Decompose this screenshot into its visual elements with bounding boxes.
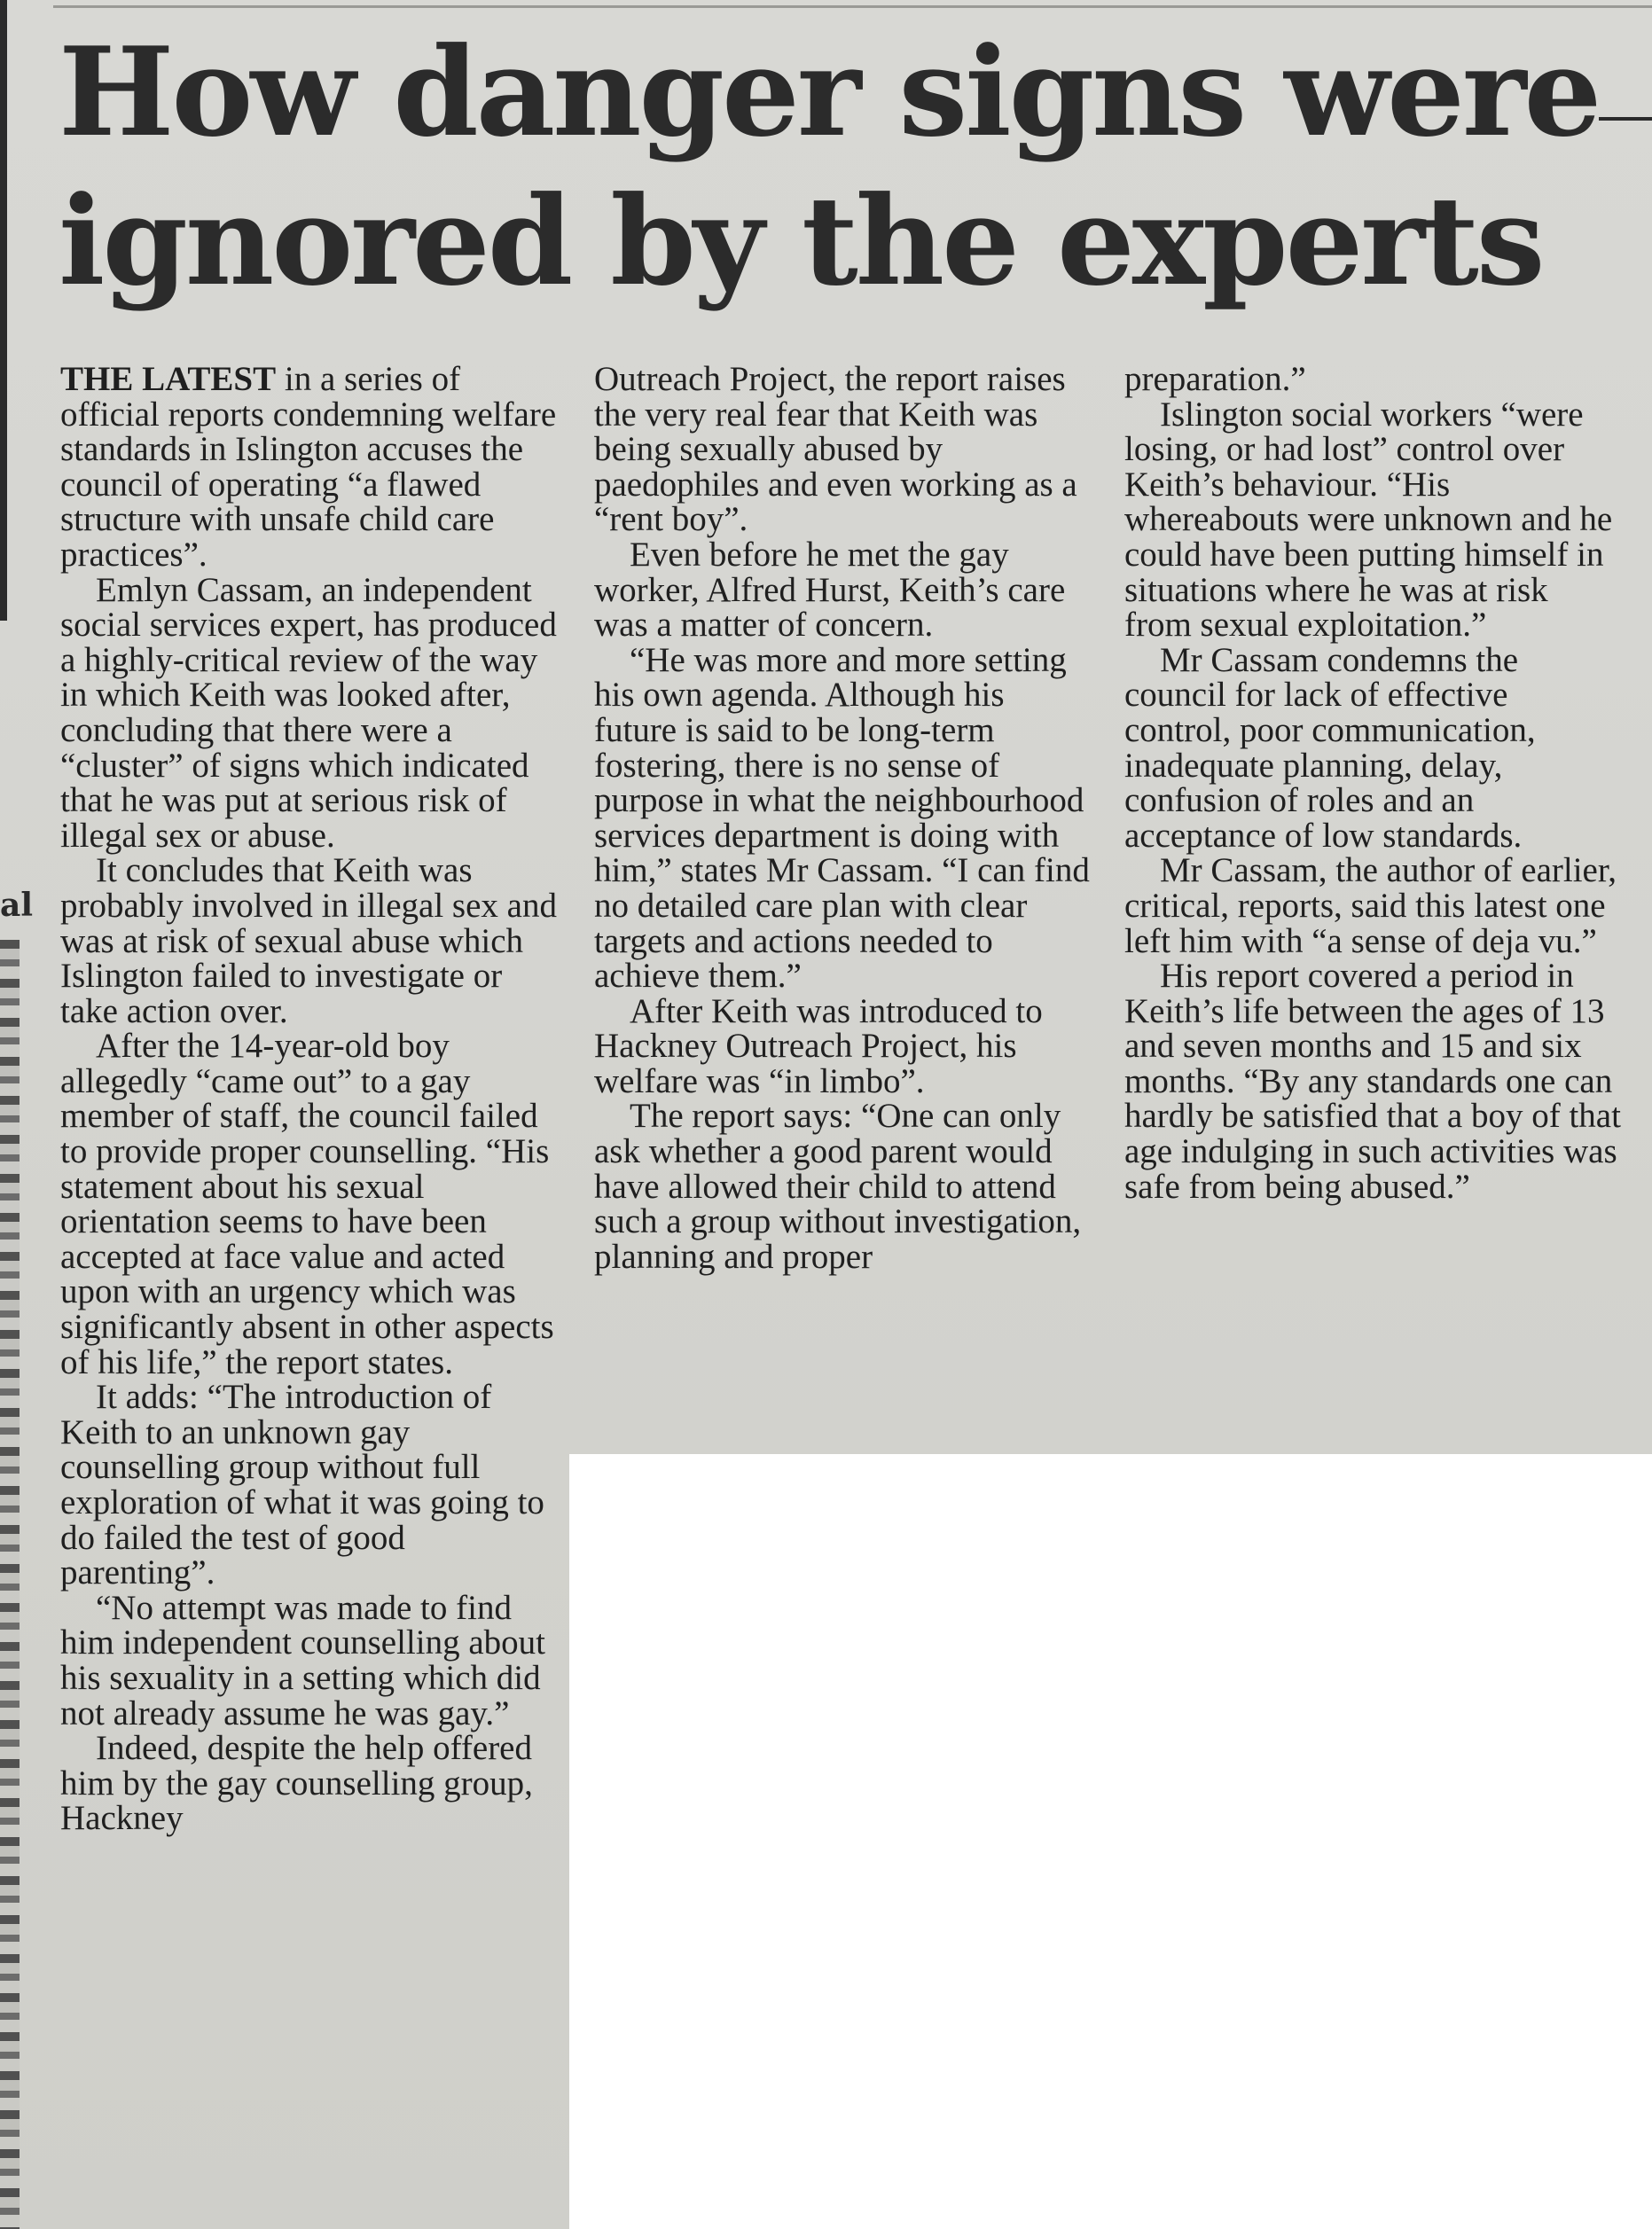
article-paragraph-text: Indeed, despite the help offered him by the gay counselling group, Hackney [60, 1729, 533, 1838]
article-paragraph [1124, 640, 1621, 855]
article-paragraph-text: Mr Cassam, the author of earlier, critical, reports, said this latest one left him with “a sense of deja vu.” [1124, 851, 1617, 960]
article-paragraph [1124, 853, 1621, 958]
article-paragraph-text: preparation.” [1124, 360, 1306, 398]
headline-line-1: How danger signs were [59, 20, 1600, 164]
article-paragraph [60, 1731, 557, 1836]
article-column-3 [1124, 362, 1621, 1204]
adjacent-text-fragment: al [0, 887, 34, 924]
article-paragraph [60, 1380, 557, 1591]
article-paragraph-text: It adds: “The introduction of Keith to an unknown gay counselling group without full exploration of what it was going to do failed the test of good parenting”. [60, 1378, 544, 1592]
article-lead-in: THE LATEST [60, 360, 277, 398]
article-paragraph [1124, 397, 1621, 643]
article-paragraph-text: in a series of official reports condemning welfare standards in Islington accuses the council of operating “a flawed structure with unsafe child care practices”. [60, 360, 557, 574]
adjacent-image-edge [0, 940, 20, 2229]
article-paragraph-text: The report says: “One can only ask whether a good parent would have allowed their child to attend such a group without investigation, planning and proper [594, 1097, 1082, 1276]
article-column-2 [594, 362, 1091, 1274]
article-paragraph [60, 853, 557, 1028]
article-paragraph-text: “No attempt was made to find him independent counselling about his sexuality in a setting which did not already assume he was gay.” [60, 1588, 545, 1732]
article-paragraph-text: After the 14-year-old boy allegedly “came out” to a gay member of staff, the council failed to provide proper counselling. “His statement about his sexual orientation seems to have been accepted at face value and acted upon with an urgency which was significantly absent in other aspects of his life,” the report states. [60, 1027, 554, 1381]
headline-line-2: ignored by the experts [59, 168, 1543, 313]
article-paragraph-text: “He was more and more setting his own agenda. Although his future is said to be long-term fostering, there is no sense of purpose in what the neighbourhood services department is doing with him,” states Mr Cassam. “I can find no detailed care plan with clear targets and actions needed to achieve them.” [594, 640, 1090, 996]
article-column-1 [60, 362, 557, 1836]
adjacent-article-edge [0, 0, 7, 621]
headline [59, 18, 1619, 316]
article-paragraph [594, 1099, 1091, 1274]
article-paragraph [594, 537, 1091, 643]
article-paragraph [594, 640, 1091, 996]
article-paragraph-text: It concludes that Keith was probably involved in illegal sex and was at risk of sexual abuse which Islington failed to investigate or take action over. [60, 851, 557, 1030]
article-paragraph-text: Outreach Project, the report raises the very real fear that Keith was being sexually abused by paedophiles and even working as a “rent boy”. [594, 360, 1077, 539]
article-paragraph-text: After Keith was introduced to Hackney Outreach Project, his welfare was “in limbo”. [594, 991, 1043, 1100]
article-paragraph-text: Mr Cassam condemns the council for lack of effective control, poor communication, inadequate planning, delay, confusion of roles and an acceptance of low standards. [1124, 640, 1536, 855]
article-paragraph [60, 362, 557, 573]
article-paragraph-text: Islington social workers “were losing, or had lost” control over Keith’s behaviour. “His whereabouts were unknown and he could have been putting himself in situations where he was at risk from sexual exploitation.” [1124, 395, 1613, 645]
top-rule [53, 5, 1652, 8]
article-paragraph-text: Even before he met the gay worker, Alfred Hurst, Keith’s care was a matter of concern. [594, 535, 1066, 645]
article-paragraph [1124, 958, 1621, 1204]
article-paragraph [594, 362, 1091, 537]
article-paragraph-text: Emlyn Cassam, an independent social services expert, has produced a highly-critical review of the way in which Keith was looked after, concluding that there were a “cluster” of signs which indicated that he was put at serious risk of illegal sex or abuse. [60, 570, 557, 855]
article-paragraph [60, 1588, 557, 1732]
article-paragraph [594, 991, 1091, 1100]
article-paragraph [60, 570, 557, 855]
article-paragraph [60, 1028, 557, 1380]
article-paragraph [1124, 362, 1621, 397]
article-paragraph-text: His report covered a period in Keith’s life between the ages of 13 and seven months and 15 and six months. “By any standards one can hardly be satisfied that a boy of that age indulging in such activities was safe from being abused.” [1124, 957, 1621, 1206]
